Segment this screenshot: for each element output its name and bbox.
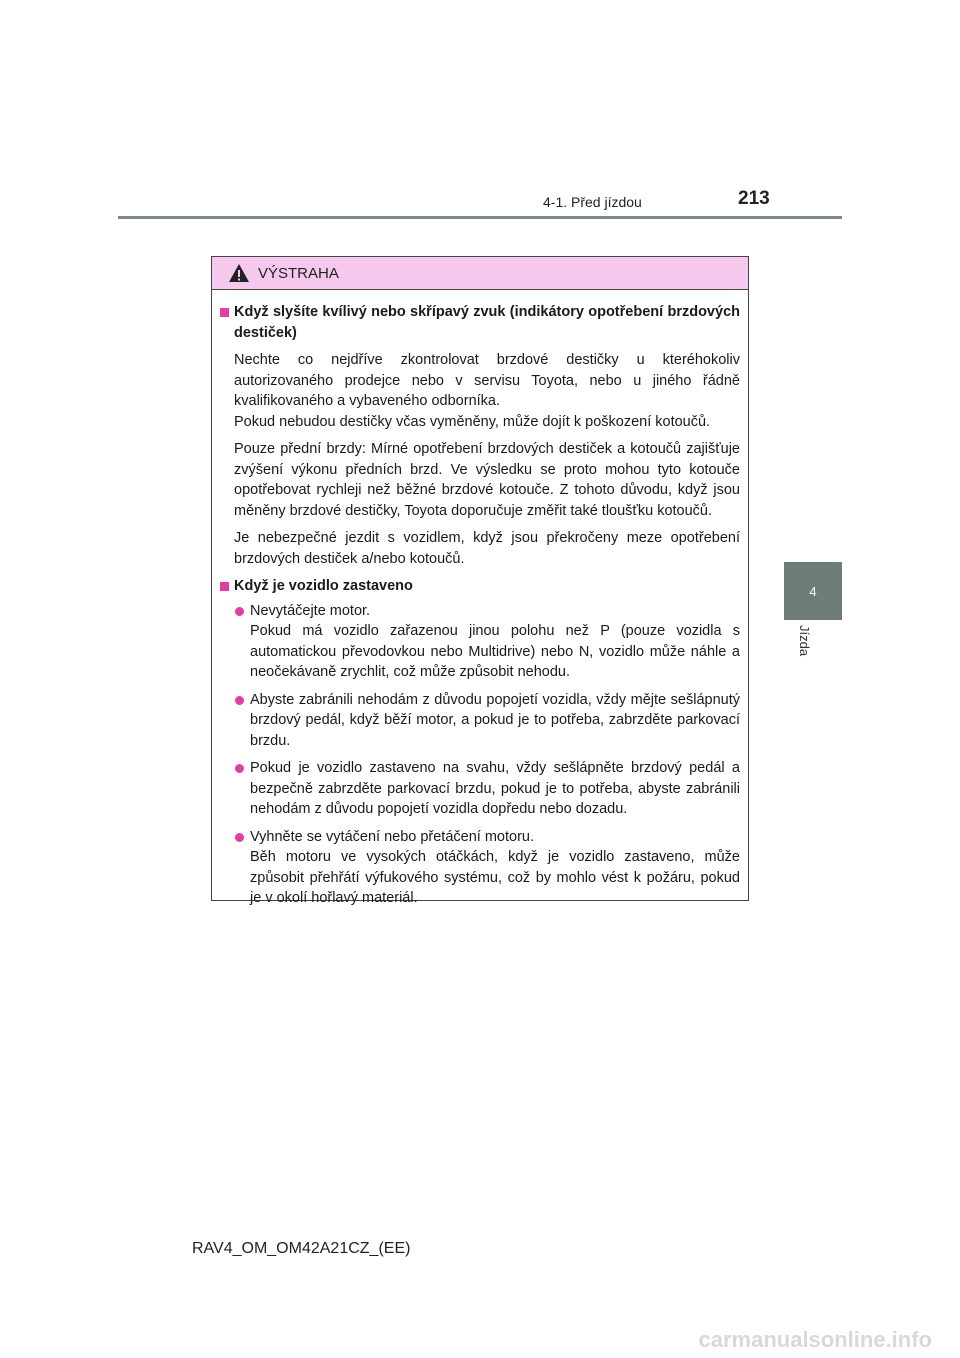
- paragraph: [220, 350, 740, 432]
- paragraph-line: Je nebezpečné jezdit s vozidlem, když jsou překročeny meze opotřebení brzdových destiček a/nebo kotoučů.: [234, 530, 740, 567]
- square-bullet-icon: [220, 582, 229, 591]
- bullet-text: [250, 758, 740, 820]
- warning-header: [212, 257, 748, 290]
- section-heading-text: Když slyšíte kvílivý nebo skřípavý zvuk (indikátory opotřebení brzdových destiček): [234, 304, 740, 341]
- section-heading: [220, 576, 740, 597]
- bullet-line: Pokud má vozidlo zařazenou jinou polohu než P (pouze vozidla s automatickou převodovkou nebo Multidrive) nebo N, vozidlo může náhle a neočekávaně zrychlit, což může způsobit nehodu.: [250, 623, 740, 680]
- bullet-item: [220, 827, 740, 909]
- paragraph: [220, 439, 740, 521]
- round-bullet-icon: [235, 833, 244, 842]
- paragraph: [220, 528, 740, 569]
- warning-triangle-icon: [228, 263, 250, 283]
- header-rule: [118, 216, 842, 219]
- bullet-text: [250, 601, 740, 683]
- header-section: 4-1. Před jízdou: [543, 194, 642, 210]
- page-number: 213: [738, 188, 770, 209]
- paragraph-line: Nechte co nejdříve zkontrolovat brzdové destičky u kteréhokoliv autorizovaného prodejce nebo v servisu Toyota, nebo u jiného řádně kvalifikovaného a vybaveného odborníka.: [234, 352, 740, 409]
- watermark: carmanualsonline.info: [698, 1327, 932, 1352]
- bullet-line: Vyhněte se vytáčení nebo přetáčení motoru.: [250, 828, 534, 845]
- section-heading-text: Když je vozidlo zastaveno: [234, 578, 413, 594]
- warning-box: [211, 256, 749, 906]
- warning-body: [212, 290, 748, 909]
- bullet-item: [220, 758, 740, 820]
- bullet-line: Pokud je vozidlo zastaveno na svahu, vždy sešlápněte brzdový pedál a bezpečně zabrzděte parkovací brzdu, pokud je to potřeba, abyste zabránili nehodám z důvodu popojetí vozidla dopředu nebo dozadu.: [250, 760, 740, 817]
- section-heading: [220, 302, 740, 343]
- chapter-label: Jízda: [797, 625, 812, 657]
- bullet-text: [250, 827, 740, 909]
- round-bullet-icon: [235, 764, 244, 773]
- bullet-line: Nevytáčejte motor.: [250, 602, 371, 619]
- bullet-item: [220, 690, 740, 752]
- chapter-tab: 4: [784, 562, 842, 620]
- round-bullet-icon: [235, 696, 244, 705]
- warning-title: VÝSTRAHA: [258, 264, 339, 282]
- bullet-item: [220, 601, 740, 683]
- square-bullet-icon: [220, 308, 229, 317]
- paragraph-line: Pokud nebudou destičky včas vyměněny, může dojít k poškození kotoučů.: [234, 413, 711, 430]
- paragraph-line: Pouze přední brzdy: Mírné opotřebení brzdových destiček a kotoučů zajišťuje zvýšení výkonu předních brzd. Ve výsledku se proto mohou tyto kotouče opotřebovat rychleji než běžné brzdové kotouče. Z tohoto důvodu, když jsou měněny brzdové destičky, Toyota doporučuje změřit také tloušťku kotoučů.: [234, 441, 740, 519]
- bullet-line: Běh motoru ve vysokých otáčkách, když je vozidlo zastaveno, může způsobit přehřátí výfukového systému, což by mohlo vést k požáru, pokud je v okolí hořlavý materiál.: [250, 849, 740, 906]
- bullet-text: [250, 690, 740, 752]
- round-bullet-icon: [235, 607, 244, 616]
- bullet-line: Abyste zabránili nehodám z důvodu popojetí vozidla, vždy mějte sešlápnutý brzdový pedál, když běží motor, a pokud je to potřeba, zabrzděte parkovací brzdu.: [250, 691, 740, 749]
- footer-code: RAV4_OM_OM42A21CZ_(EE): [192, 1240, 411, 1257]
